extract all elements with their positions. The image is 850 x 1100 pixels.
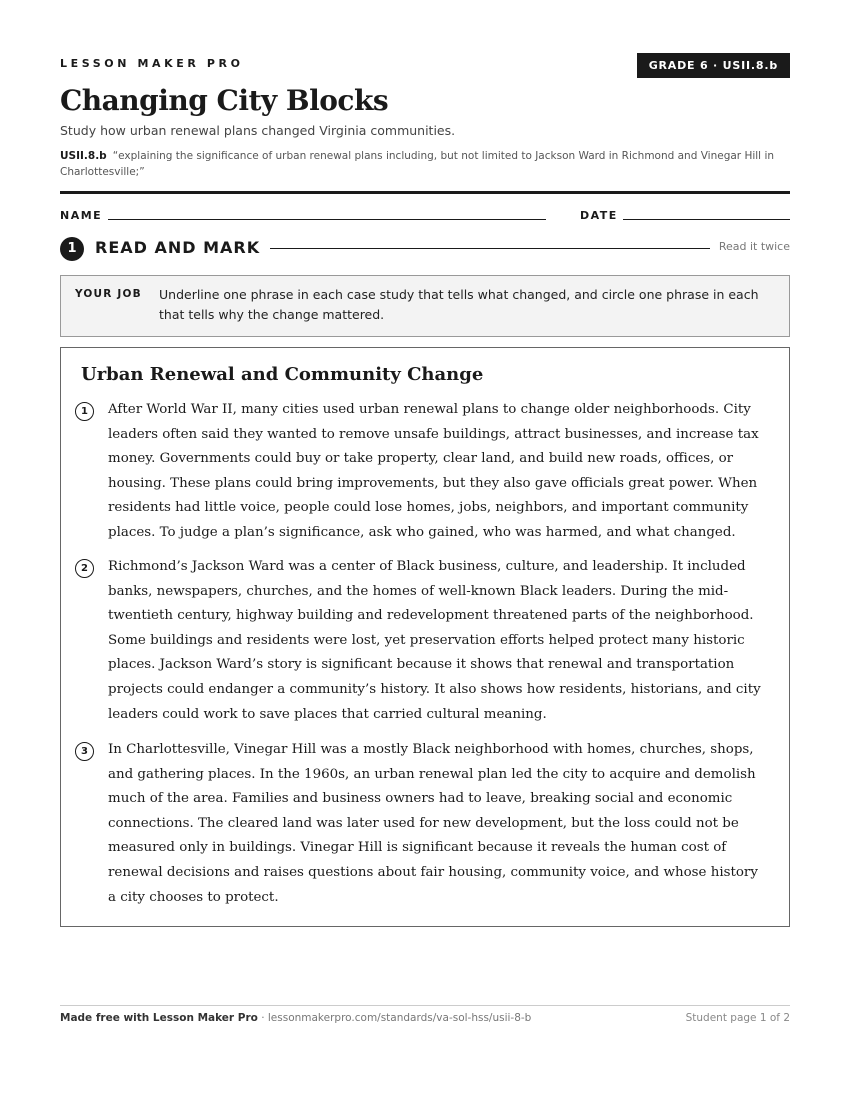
worksheet-page <box>60 0 790 1100</box>
paragraph-text[interactable]: In Charlottesville, Vinegar Hill was a mostly Black neighborhood with homes, churches, shops, and gathering places. In the 1960s, an urban renewal plan led the city to acquire and demolish much of the area. Families and business owners had to leave, breaking social and economic connections. The cleared land was later used for new development, but the loss could not be measured only in buildings. Vinegar Hill is significant because it reveals the human cost of renewal decisions and raises questions about fair housing, community voice, and whose history a city chooses to protect. <box>108 742 758 905</box>
section-divider <box>270 248 710 249</box>
header-divider <box>60 191 790 194</box>
paragraph-text[interactable]: Richmond’s Jackson Ward was a center of Black business, culture, and leadership. It included banks, newspapers, churches, and the homes of well-known Black leaders. During the mid-twentieth century, highway building and redevelopment threatened parts of the neighborhood. Some buildings and residents were lost, yet preservation efforts helped protect many historic places. Jackson Ward’s story is significant because it shows that renewal and transportation projects could endanger a community’s history. It also shows how residents, historians, and city leaders could work to save places that carried cultural meaning. <box>108 559 761 722</box>
page-indicator: Student page 1 of 2 <box>685 1012 790 1024</box>
paragraph-number: 2 <box>75 559 94 578</box>
reading-box <box>60 347 790 927</box>
footer-credit <box>60 1012 531 1024</box>
your-job-box <box>60 275 790 337</box>
standard-text: “explaining the significance of urban renewal plans including, but not limited to Jackson Ward in Richmond and Vinegar Hill in Charlottesville;” <box>60 150 775 178</box>
paragraph-number: 1 <box>75 402 94 421</box>
standard-statement <box>60 148 790 180</box>
footer-separator: · <box>257 1012 268 1024</box>
name-label: NAME <box>60 209 103 222</box>
your-job-text: Underline one phrase in each case study that tells what changed, and circle one phrase in each that tells why the change mattered. <box>159 287 759 322</box>
paragraph-text[interactable]: After World War II, many cities used urban renewal plans to change older neighborhoods. City leaders often said they wanted to remove unsafe buildings, attract businesses, and increase tax money. Governments could buy or take property, clear land, and build new roads, offices, or housing. These plans could bring improvements, but they also gave officials great power. When residents had little voice, people could lose homes, jobs, neighbors, and important community places. To judge a plan’s significance, ask who gained, who was harmed, and what changed. <box>108 402 759 540</box>
section-number: 1 <box>60 237 84 261</box>
section-note: Read it twice <box>718 240 790 253</box>
date-field[interactable] <box>623 219 790 220</box>
section-title: READ AND MARK <box>95 238 261 257</box>
brand-name: LESSON MAKER PRO <box>60 57 244 70</box>
standard-code: USII.8.b <box>60 150 107 162</box>
footer-made: Made free with Lesson Maker Pro <box>60 1012 258 1024</box>
date-label: DATE <box>580 209 618 222</box>
footer-url[interactable]: lessonmakerpro.com/standards/va-sol-hss/usii-8-b <box>267 1012 532 1024</box>
page-subtitle: Study how urban renewal plans changed Virginia communities. <box>60 123 456 138</box>
footer-divider <box>60 1005 790 1006</box>
page-title: Changing City Blocks <box>60 84 389 117</box>
your-job-label: YOUR JOB <box>75 288 142 300</box>
name-field[interactable] <box>108 219 546 220</box>
reading-title: Urban Renewal and Community Change <box>81 364 484 385</box>
paragraph-number: 3 <box>75 742 94 761</box>
grade-badge: GRADE 6 · USII.8.b <box>637 53 790 78</box>
